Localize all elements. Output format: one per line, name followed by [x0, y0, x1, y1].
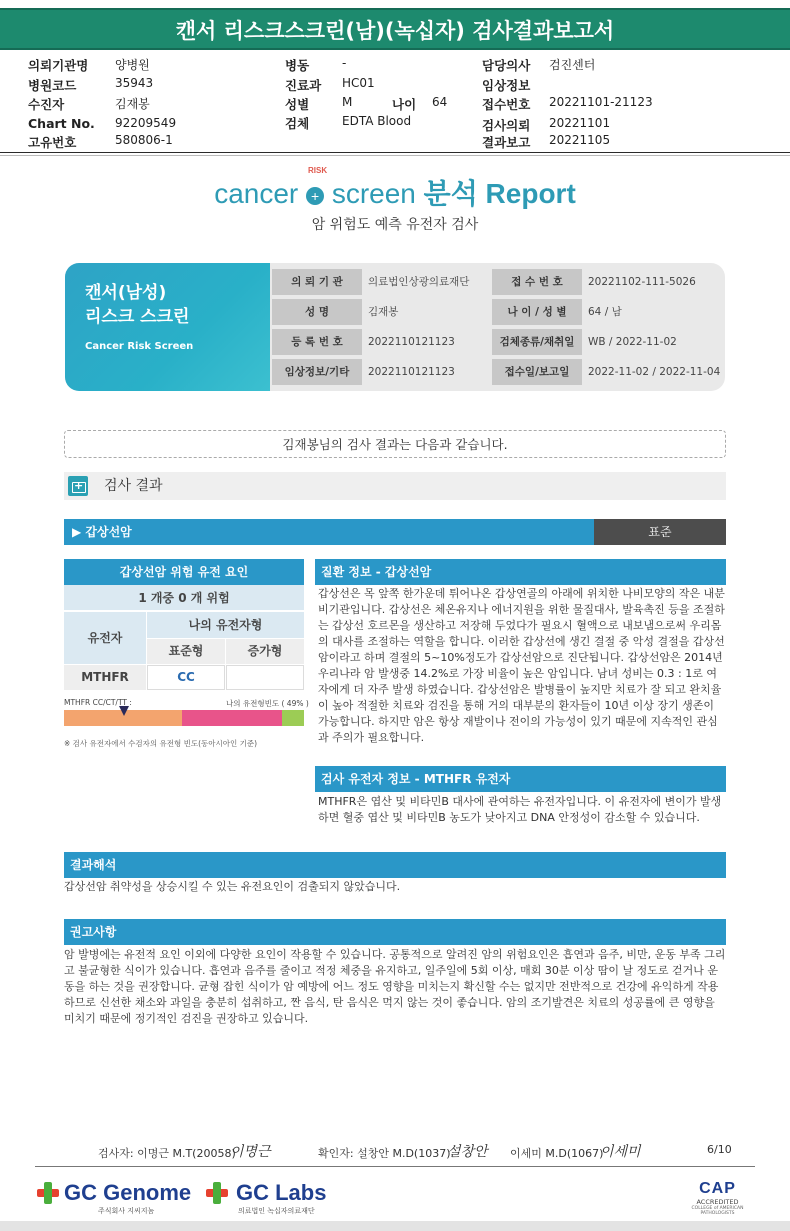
- header-value: 검진센터: [549, 58, 596, 72]
- header-label: 담당의사: [482, 58, 531, 73]
- header-value: 92209549: [115, 116, 177, 130]
- card-label: 접수일/보고일: [492, 359, 582, 385]
- gene-column-header: 유전자: [64, 612, 146, 664]
- cap-org: COLLEGE of AMERICAN PATHOLOGISTS: [691, 1206, 744, 1216]
- report-title: 캔서 리스크스크린(남)(녹십자) 검사결과보고서: [0, 8, 790, 50]
- gc-labs-logo: GC Labs: [236, 1180, 327, 1205]
- tester-signature: 이명근: [230, 1144, 271, 1160]
- card-label: 의 뢰 기 관: [272, 269, 362, 295]
- patient-header: [0, 54, 790, 152]
- logo-cancer: cancer: [214, 178, 299, 209]
- report-subtitle: 암 위험도 예측 유전자 검사: [311, 217, 479, 233]
- header-label: 검체: [285, 116, 310, 131]
- gene-table-title: 갑상선암 위험 유전 요인: [64, 559, 304, 585]
- card-value: 20221102-111-5026: [588, 276, 696, 288]
- age-value: 64: [432, 95, 448, 109]
- gc-cross-icon: [206, 1182, 228, 1204]
- increased-type-value: [226, 665, 304, 690]
- header-value: EDTA Blood: [342, 114, 412, 128]
- page-number: 6/10: [707, 1143, 732, 1156]
- card-value: 2022110121123: [368, 366, 455, 378]
- header-value: HC01: [342, 76, 375, 90]
- gene-info-text: MTHFR은 엽산 및 비타민B 대사에 관여하는 유전자입니다. 이 유전자에 변이가 발생하면 혈중 엽산 및 비타민B 농도가 낮아지고 DNA 안정성이 감소할 수 있습니다.: [318, 795, 722, 824]
- confirmer-signature: 설창안: [447, 1144, 488, 1160]
- header-label: 수진자: [28, 97, 65, 112]
- recommendation-text: 암 발병에는 유전적 요인 이외에 다양한 요인이 작용할 수 있습니다. 공통적으로 알려진 암의 위험요인은 흡연과 음주, 비만, 운동 부족 그리고 불균형한 식이가 있습니다. 흡연과 음주를 줄이고 적정 체중을 유지하고, 일주일에 5회 이상, 매회 30분 이상 땀이 날 정도로 걷거나 운동을 하는 것을 권장합니다. 균형 잡힌 식이가 암 예방에 어느 정도 영향을 미치는지 확신할 수는 없지만 전반적으로 건강에 유익하게 작용하므로 신선한 채소와 과일을 충분히 섭취하고, 짠 음식, 탄 음식은 먹지 않는 것이 좋습니다. 암의 조기발견은 치료의 성공률에 큰 영향을 미치기 때문에 정기적인 검진을 권장하고 있습니다.: [64, 948, 726, 1025]
- increased-type-header: 증가형: [226, 639, 304, 664]
- confirmer: 확인자: 설창안 M.D(1037): [318, 1147, 451, 1160]
- frequency-footnote: ※ 검사 유전자에서 수검자의 유전형 빈도(동아시아인 기준): [64, 739, 258, 748]
- header-label: 임상정보: [482, 78, 531, 93]
- doctor2: 이세미 M.D(1067): [510, 1147, 604, 1160]
- header-value: 20221101-21123: [549, 95, 653, 109]
- card-title-line2: 리스크 스크린: [85, 307, 190, 327]
- gc-genome-sub: 주식회사 지씨지놈: [98, 1207, 155, 1215]
- doctor2-signature: 이세미: [600, 1144, 641, 1160]
- header-value: 20221101: [549, 116, 611, 130]
- disease-info-header: 질환 정보 - 갑상선암: [315, 559, 726, 585]
- disease-info-text: 갑상선은 목 앞쪽 한가운데 튀어나온 갑상연골의 아래에 위치한 나비모양의 작은 내분비기관입니다. 갑상선은 체온유지나 에너지원을 위한 물질대사, 발육촉진 등을 조절하는 갑상선 호르몬을 생산하고 저장해 두었다가 필요시 혈액으로 내보냄으로써 우리몸의 대사를 조절하는 역할을 합니다. 이러한 갑상선에 생긴 결절 중 악성 결절을 갑상선암이라고 하며 결절의 5~10%정도가 갑상선암으로 진단됩니다. 갑상선암은 2014년 우리나라 암 발생중 14.2%로 가장 비율이 높은 암입니다. 남녀 성비는 0.3 : 1로 여자에게 더 자주 발생 하였습니다. 갑상선암은 발병률이 높지만 치료가 잘 되고 완치율이 높아 적절한 치료와 검진을 통해 거의 대부분의 환자들이 10년 이상 장기 생존이 가능합니다. 하지만 암은 항상 재발이나 전이의 가능성이 있기 때문에 지속적인 관심과 주의가 필요합니다.: [318, 587, 725, 744]
- gc-cross-icon: [37, 1182, 59, 1204]
- gene-name: MTHFR: [64, 665, 146, 690]
- card-label: 나 이 / 성 별: [492, 299, 582, 325]
- my-frequency-label: 나의 유전형빈도 ( 49% ): [226, 699, 309, 708]
- header-value: 양병원: [115, 58, 150, 72]
- section-title: 검사 결과: [104, 478, 163, 494]
- logo-report: Report: [485, 178, 576, 209]
- tester: 검사자: 이명근 M.T(20058): [98, 1147, 236, 1160]
- signatures: [0, 1143, 790, 1163]
- header-label: 결과보고: [482, 135, 531, 150]
- logo-screen: screen: [331, 178, 416, 209]
- gene-table-count: 1 개중 0 개 위험: [64, 585, 304, 611]
- frequency-segment: [282, 710, 304, 726]
- cancer-screen-logo: [0, 172, 790, 212]
- patient-card: [65, 263, 725, 391]
- frequency-segment: [182, 710, 283, 726]
- gc-labs-sub: 의료법인 녹십자의료재단: [238, 1207, 315, 1215]
- standard-type-value: CC: [147, 665, 225, 690]
- card-value: 64 / 남: [588, 306, 622, 318]
- age-label: 나이: [392, 97, 417, 112]
- gene-info-header: 검사 유전자 정보 - MTHFR 유전자: [315, 766, 726, 792]
- header-divider: [0, 152, 790, 153]
- card-value: WB / 2022-11-02: [588, 336, 677, 348]
- card-label: 검체종류/채취일: [492, 329, 582, 355]
- card-value: 2022110121123: [368, 336, 455, 348]
- header-label: Chart No.: [28, 116, 95, 131]
- header-label: 검사의뢰: [482, 118, 531, 133]
- bottom-strip: [0, 1221, 790, 1231]
- header-label: 의뢰기관명: [28, 58, 89, 73]
- card-label: 임상정보/기타: [272, 359, 362, 385]
- header-value: 20221105: [549, 133, 611, 147]
- header-value: -: [342, 56, 347, 70]
- cap-title: CAP: [699, 1180, 736, 1197]
- result-notice: 김재봉님의 검사 결과는 다음과 같습니다.: [64, 430, 726, 458]
- test-result-section-header: [64, 472, 726, 500]
- interpretation-header: 결과해석: [64, 852, 726, 878]
- header-value: 580806-1: [115, 133, 173, 147]
- header-divider: [0, 155, 790, 156]
- card-label: 접 수 번 호: [492, 269, 582, 295]
- header-label: 접수번호: [482, 97, 531, 112]
- header-label: 고유번호: [28, 135, 77, 150]
- card-value: 김재봉: [368, 306, 399, 318]
- header-label: 병원코드: [28, 78, 77, 93]
- card-label: 성 명: [272, 299, 362, 325]
- cap-accredited: ACCREDITED: [696, 1198, 739, 1206]
- header-value: M: [342, 95, 353, 109]
- header-label: 병동: [285, 58, 310, 73]
- cap-accredited-logo: [680, 1180, 755, 1216]
- header-label: 진료과: [285, 78, 322, 93]
- logo-analysis: 분석: [423, 178, 478, 209]
- card-value: 2022-11-02 / 2022-11-04: [588, 366, 721, 378]
- standard-type-header: 표준형: [147, 639, 225, 664]
- interpretation-text: 갑상선암 취약성을 상승시킬 수 있는 유전요인이 검출되지 않았습니다.: [64, 880, 401, 893]
- card-banner: [65, 263, 270, 391]
- cancer-type-bar: ▶ 갑상선암: [64, 519, 594, 545]
- status-badge: 표준: [594, 519, 726, 545]
- recommendation-header: 권고사항: [64, 919, 726, 945]
- card-title-en: Cancer Risk Screen: [85, 341, 194, 352]
- medical-kit-icon: [68, 476, 88, 496]
- genotype-frequency-bar: [64, 710, 304, 726]
- logo-risk: RISK: [308, 166, 328, 175]
- footer-divider: [35, 1166, 755, 1167]
- logo-cross-icon: +: [306, 187, 324, 205]
- header-value: 김재봉: [115, 97, 150, 111]
- my-genotype-header: 나의 유전자형: [147, 612, 304, 638]
- card-title-line1: 캔서(남성): [85, 283, 167, 303]
- card-label: 등 록 번 호: [272, 329, 362, 355]
- header-value: 35943: [115, 76, 154, 90]
- header-label: 성별: [285, 97, 310, 112]
- genotype-marker-icon: [119, 706, 129, 716]
- card-value: 의료법인상광의료재단: [368, 276, 470, 288]
- gc-genome-logo: GC Genome: [64, 1180, 192, 1205]
- frequency-label: MTHFR CC/CT/TT :: [64, 698, 132, 707]
